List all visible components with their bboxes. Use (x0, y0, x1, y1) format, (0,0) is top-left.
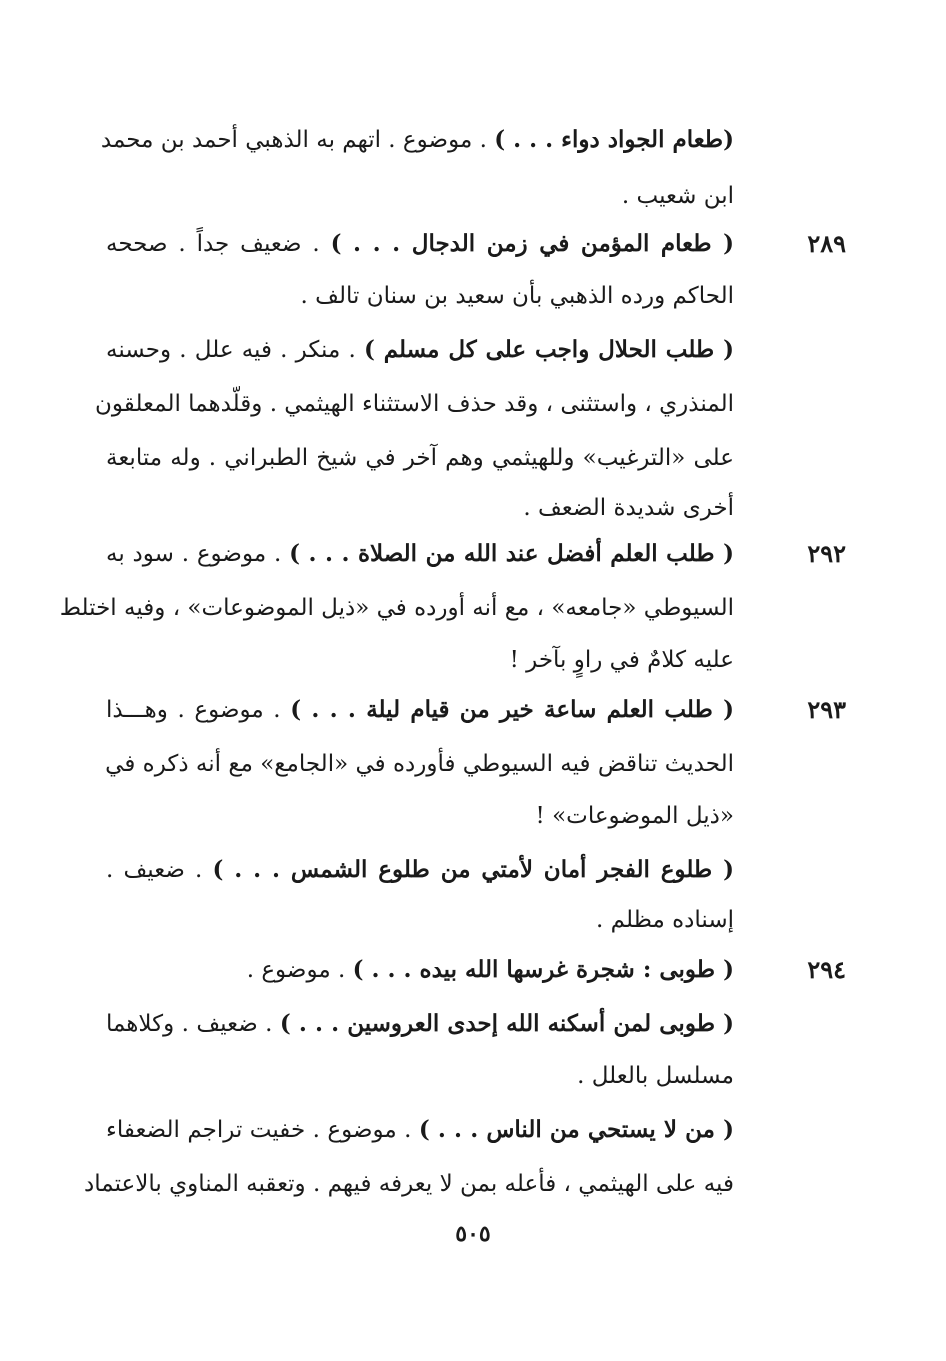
hadith-verdict: . موضوع . وهـــذا (106, 697, 291, 723)
hadith-verdict: . ضعيف . وكلاهما (106, 1011, 280, 1037)
text-line: أخرى شديدة الضعف . (523, 495, 734, 521)
hadith-verdict: . ضعيف جداً . صححه (106, 231, 331, 257)
text-line: السيوطي «جامعه» ، مع أنه أورده في «ذيل الموضوعات» ، وفيه اختلط (59, 595, 734, 621)
hadith-title: ( طوبى : شجرة غرسها الله بيده . . . ) (352, 956, 734, 983)
text-line (100, 114, 734, 166)
text-line: مسلسل بالعلل . (577, 1063, 734, 1089)
page-number: ٥٠٥ (455, 1221, 491, 1247)
hadith-title: ( طلب العلم ساعة خير من قيام ليلة . . . ) (290, 696, 734, 723)
hadith-title: ( طوبى لمن أسكنه الله إحدى العروسين . . . ) (279, 1010, 734, 1037)
hadith-verdict: . ضعيف . (106, 857, 213, 883)
text-line: ابن شعيب . (621, 183, 734, 209)
hadith-verdict: . موضوع . سود به (106, 541, 290, 567)
hadith-title: (طعام الجواد دواء . . . ) (494, 126, 734, 153)
hadith-verdict: . منكر . فيه علل . وحسنه (106, 337, 364, 363)
text-line (106, 324, 734, 376)
hadith-title: ( من لا يستحي من الناس . . . ) (418, 1116, 734, 1143)
entry-number: ٢٨٩ (807, 229, 846, 258)
text-line (106, 684, 734, 736)
text-line (106, 1104, 734, 1156)
text-line: «ذيل الموضوعات» ! (535, 803, 734, 829)
hadith-verdict: . موضوع . خفيت تراجم الضعفاء (106, 1117, 419, 1143)
hadith-title: ( طلوع الفجر أمان لأمتي من طلوع الشمس . . . ) (212, 856, 734, 883)
entry-number: ٢٩٣ (807, 695, 846, 724)
hadith-title: ( طلب العلم أفضل عند الله من الصلاة . . . ) (289, 540, 734, 567)
text-line (106, 944, 734, 996)
text-line (106, 998, 734, 1050)
text-line: الحديث تناقض فيه السيوطي فأورده في «الجامع» مع أنه ذكره في (105, 751, 734, 777)
text-line: المنذري ، واستثنى ، وقد حذف الاستثناء الهيثمي . وقلّدهما المعلقون (95, 391, 734, 417)
hadith-title: ( طلب الحلال واجب على كل مسلم ) (363, 336, 734, 363)
text-line (106, 218, 734, 270)
entry-number: ٢٩٢ (807, 539, 846, 568)
entry-number: ٢٩٤ (807, 955, 846, 984)
text-line: الحاكم ورده الذهبي بأن سعيد بن سنان تالف . (300, 283, 734, 309)
text-line: فيه على الهيثمي ، فأعله بمن لا يعرفه فيهم . وتعقبه المناوي بالاعتماد (84, 1171, 734, 1197)
text-line: عليه كلامٌ في راوٍ بآخر ! (509, 647, 734, 673)
text-line: إسناده مظلم . (596, 907, 734, 933)
text-line (106, 844, 734, 896)
text-line: على «الترغيب» وللهيثمي وهم آخر في شيخ الطبراني . وله متابعة (106, 445, 734, 471)
hadith-verdict: . موضوع . (246, 957, 353, 983)
text-line (106, 528, 734, 580)
hadith-title: ( طعام المؤمن في زمن الدجال . . . ) (330, 230, 734, 257)
hadith-verdict: . موضوع . اتهم به الذهبي أحمد بن محمد (100, 127, 495, 153)
